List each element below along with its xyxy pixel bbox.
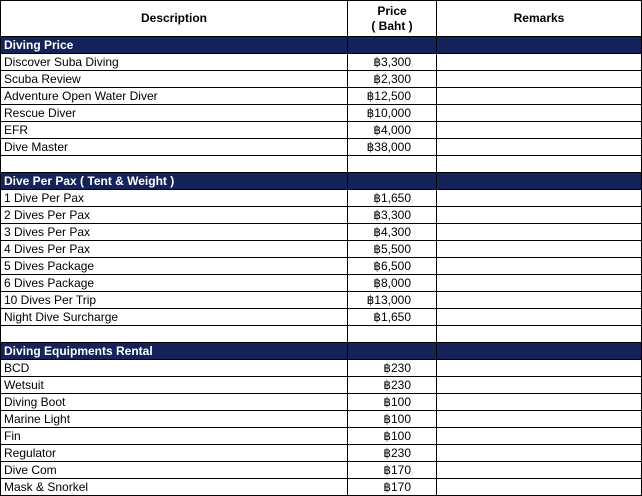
section-empty-cell [437, 37, 642, 54]
item-remarks [437, 122, 642, 139]
item-remarks [437, 411, 642, 428]
empty-cell [437, 156, 642, 173]
empty-cell [437, 326, 642, 343]
section-empty-cell [437, 173, 642, 190]
item-price: ฿1,650 [348, 190, 437, 207]
item-remarks [437, 479, 642, 496]
item-remarks [437, 258, 642, 275]
item-description: Regulator [1, 445, 348, 462]
item-remarks [437, 224, 642, 241]
item-price: ฿230 [348, 360, 437, 377]
item-price: ฿13,000 [348, 292, 437, 309]
item-remarks [437, 190, 642, 207]
item-remarks [437, 292, 642, 309]
spacer-row [1, 326, 642, 343]
item-description: 5 Dives Package [1, 258, 348, 275]
item-remarks [437, 394, 642, 411]
table-row [1, 292, 642, 309]
item-price: ฿5,500 [348, 241, 437, 258]
table-row [1, 241, 642, 258]
item-price: ฿100 [348, 394, 437, 411]
description-header: Description [1, 1, 348, 37]
section-title: Dive Per Pax ( Tent & Weight ) [1, 173, 348, 190]
item-price: ฿2,300 [348, 71, 437, 88]
item-description: Rescue Diver [1, 105, 348, 122]
table-row [1, 105, 642, 122]
section-header-row [1, 37, 642, 54]
item-remarks [437, 377, 642, 394]
table-row [1, 139, 642, 156]
header-row [1, 1, 642, 37]
item-price: ฿100 [348, 411, 437, 428]
table-row [1, 360, 642, 377]
item-description: Diving Boot [1, 394, 348, 411]
item-description: 1 Dive Per Pax [1, 190, 348, 207]
table-row [1, 71, 642, 88]
item-remarks [437, 105, 642, 122]
section-empty-cell [348, 343, 437, 360]
table-row [1, 88, 642, 105]
empty-cell [348, 156, 437, 173]
item-price: ฿10,000 [348, 105, 437, 122]
item-description: Marine Light [1, 411, 348, 428]
item-price: ฿170 [348, 479, 437, 496]
spacer-row [1, 156, 642, 173]
section-title: Diving Price [1, 37, 348, 54]
item-description: Scuba Review [1, 71, 348, 88]
section-header-row [1, 343, 642, 360]
table-row [1, 54, 642, 71]
item-remarks [437, 360, 642, 377]
table-row [1, 190, 642, 207]
item-remarks [437, 54, 642, 71]
item-description: Adventure Open Water Diver [1, 88, 348, 105]
item-description: Dive Com [1, 462, 348, 479]
table-row [1, 462, 642, 479]
item-description: Discover Suba Diving [1, 54, 348, 71]
item-remarks [437, 275, 642, 292]
table-row [1, 309, 642, 326]
item-description: 2 Dives Per Pax [1, 207, 348, 224]
item-remarks [437, 88, 642, 105]
item-remarks [437, 428, 642, 445]
item-price: ฿38,000 [348, 139, 437, 156]
item-remarks [437, 241, 642, 258]
remarks-header: Remarks [437, 1, 642, 37]
item-description: Wetsuit [1, 377, 348, 394]
item-description: BCD [1, 360, 348, 377]
table-row [1, 275, 642, 292]
price-header-line2: ( Baht ) [371, 18, 413, 33]
table-row [1, 122, 642, 139]
table-row [1, 411, 642, 428]
section-empty-cell [437, 343, 642, 360]
table-row [1, 258, 642, 275]
table-row [1, 445, 642, 462]
item-price: ฿8,000 [348, 275, 437, 292]
table-row [1, 377, 642, 394]
item-price: ฿230 [348, 445, 437, 462]
item-description: Night Dive Surcharge [1, 309, 348, 326]
item-price: ฿3,300 [348, 54, 437, 71]
item-price: ฿4,000 [348, 122, 437, 139]
item-description: Fin [1, 428, 348, 445]
item-description: Mask & Snorkel [1, 479, 348, 496]
item-remarks [437, 139, 642, 156]
table-row [1, 479, 642, 496]
table-row [1, 207, 642, 224]
item-price: ฿12,500 [348, 88, 437, 105]
empty-cell [1, 156, 348, 173]
item-price: ฿3,300 [348, 207, 437, 224]
item-price: ฿170 [348, 462, 437, 479]
table-row [1, 428, 642, 445]
price-header [348, 1, 437, 37]
item-price: ฿230 [348, 377, 437, 394]
item-description: EFR [1, 122, 348, 139]
item-price: ฿100 [348, 428, 437, 445]
item-price: ฿6,500 [348, 258, 437, 275]
item-remarks [437, 71, 642, 88]
item-remarks [437, 309, 642, 326]
item-description: 4 Dives Per Pax [1, 241, 348, 258]
price-table-body [1, 1, 642, 496]
item-description: 6 Dives Package [1, 275, 348, 292]
empty-cell [348, 326, 437, 343]
item-remarks [437, 445, 642, 462]
section-empty-cell [348, 173, 437, 190]
item-price: ฿1,650 [348, 309, 437, 326]
item-description: 10 Dives Per Trip [1, 292, 348, 309]
table-row [1, 224, 642, 241]
item-price: ฿4,300 [348, 224, 437, 241]
item-description: Dive Master [1, 139, 348, 156]
empty-cell [1, 326, 348, 343]
item-description: 3 Dives Per Pax [1, 224, 348, 241]
item-remarks [437, 462, 642, 479]
section-title: Diving Equipments Rental [1, 343, 348, 360]
section-empty-cell [348, 37, 437, 54]
price-header-line1: Price [377, 3, 407, 18]
section-header-row [1, 173, 642, 190]
item-remarks [437, 207, 642, 224]
table-row [1, 394, 642, 411]
